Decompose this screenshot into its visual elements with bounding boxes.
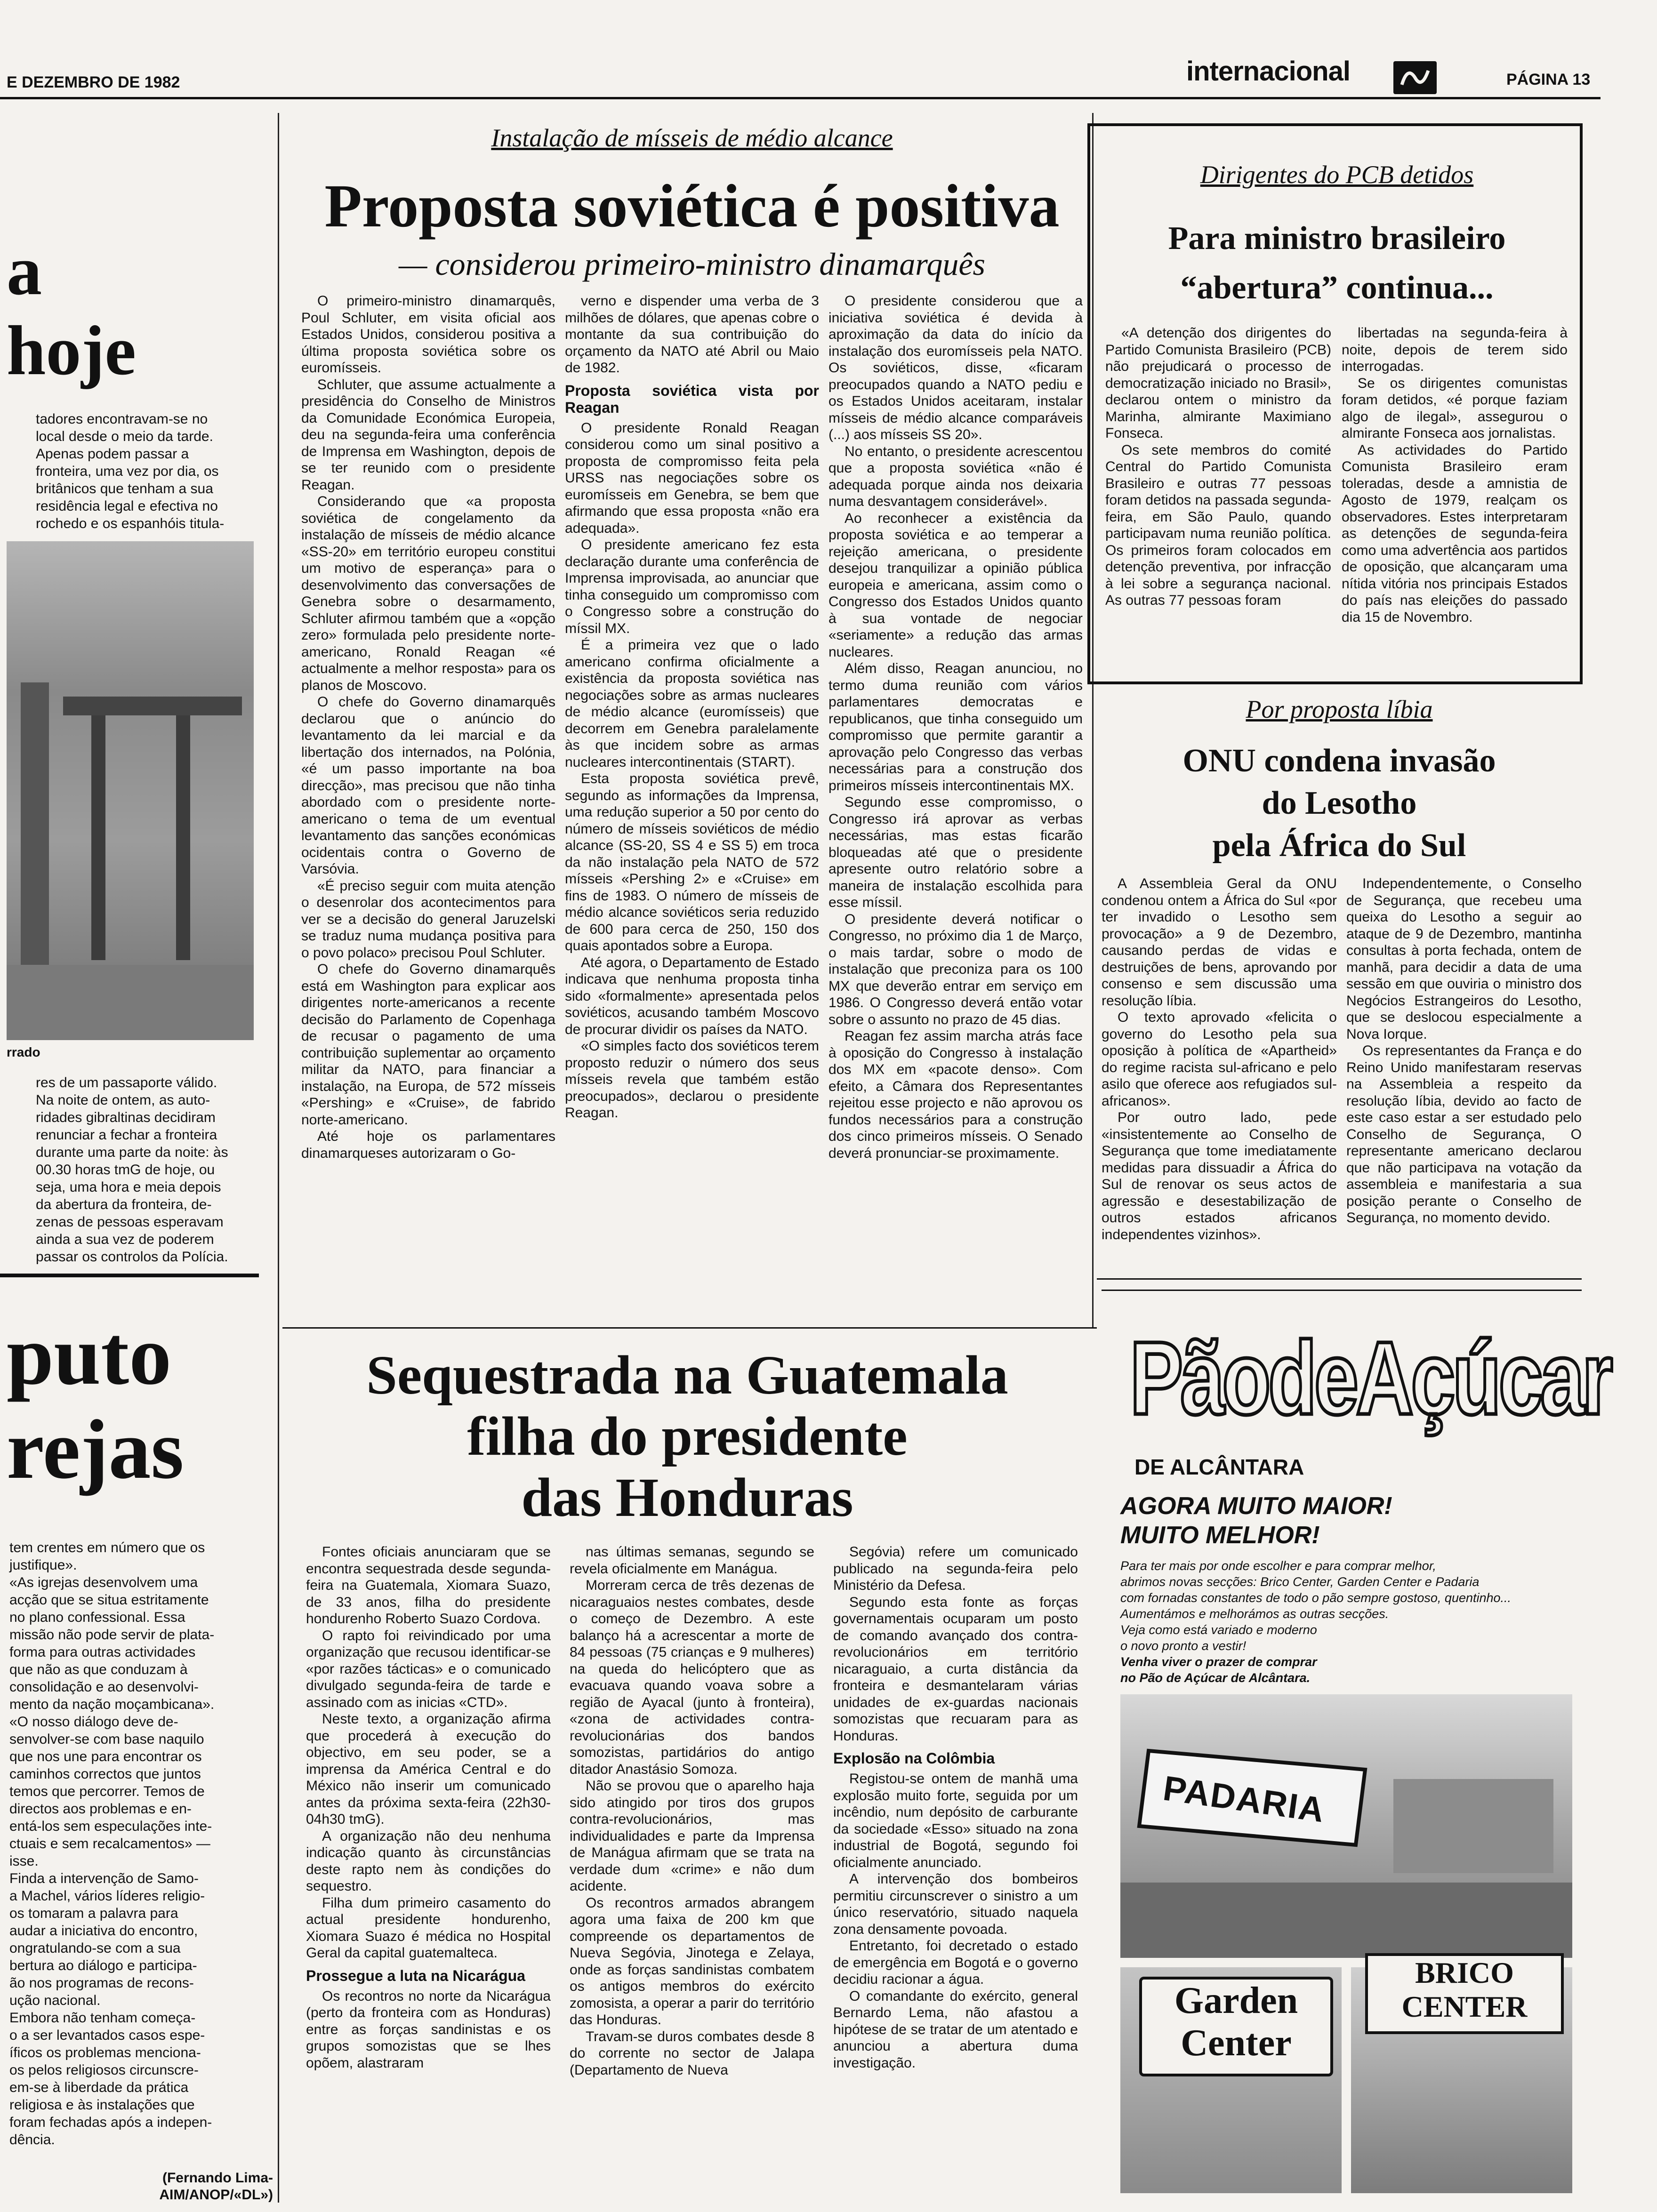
left-headline-1b: hoje [7,312,136,390]
onu-kicker: Por proposta líbia [1246,695,1433,723]
guatemala-col-3: Segóvia) refere um comunicado publicado na segunda-feira pelo Ministério da Defesa. Segundo esta fonte as forças governamentais ocuparam um posto de comando avançado dos contra-revolucionários em território nicaraguaio, a curta distância da fronteira e desmantelaram várias unidades de ex-guardas nacionais somozistas que recuaram para as Honduras. Explosão na Colômbia Registou-se ontem de manhã uma explosão muito forte, seguida por um incêndio, num depósito de carburante da sociedade «Esso» situado na zona industrial de Bogotá, segundo foi oficialmente anunciado. A intervenção dos bombeiros permitiu circunscrever o sinistro a um único reservatório, situado naquela zona densamente povoada. Entretanto, foi decretado o estado de emergência em Bogotá e o governo decidiu racionar a água. O comandante do exército, general Bernardo Lema, não afastou a hipótese de se tratar de um atentado e anunciou a abertura duma investigação. [833,1544,1078,2071]
ad-brico-sign: BRICO CENTER [1365,1953,1564,2034]
column-divider-left [278,113,279,2203]
missiles-kicker: Instalação de mísseis de médio alcance [491,124,893,152]
missiles-col-3: O presidente considerou que a iniciativa soviética é devida à aproximação da data do início da instalação dos euromísseis pela NATO. Os soviéticos, disse, «ficaram preocupados quando a NATO pediu e os Estados Unidos aceitaram, instalar mísseis de médio alcance comparáveis (...) aos mísseis SS 20». No entanto, o presidente acrescentou que a proposta soviética «não é adequada porque ainda nos deixaria numa desvantagem considerável». Ao reconhecer a existência da proposta soviética e ao temperar a rejeição americana, o presidente desejou tranquilizar a opinião pública europeia e americana, assim como o Congresso dos Estados Unidos quanto à sua vontade de negociar «seriamente» a redução das armas nucleares. Além disso, Reagan anunciou, no termo duma reunião com vários parlamentares democratas e republicanos, que tinha conseguido um compromisso que permite garantir a aprovação pelo Congresso das verbas necessárias para a construção dos primeiros mísseis intercontinentais MX. Segundo esse compromisso, o Congresso irá aprovar as verbas necessárias, mas estas ficarão bloqueadas até que o presidente apresente outro relatório sobre a maneira de instalação escolhida para esse míssil. O presidente deverá notificar o Congresso, no próximo dia 1 de Março, o mais tardar, sobre o modo de instalação que preconiza para os 100 MX que deverão entrar em serviço em 1986. O Congresso deverá então votar sobre o assunto no prazo de 45 dias. Reagan fez assim marcha atrás face à oposição do Congresso à instalação dos MX em «pacote denso». Com efeito, a Câmara dos Representantes rejeitou esse projecto e não aprovou os fundos necessários para a construção dos cinco primeiros mísseis. O Senado deverá pronunciar-se proximamente. [828,293,1083,1161]
guatemala-title-1: Sequestrada na Guatemala [366,1344,1008,1406]
left-rule [0,1274,259,1277]
ad-brand-logo: PãodeAçúcar [1130,1320,1610,1437]
missiles-subhead-reagan: Proposta soviética vista por Reagan [565,382,819,416]
pcb-kicker: Dirigentes do PCB detidos [1200,160,1474,189]
missiles-title: Proposta soviética é positiva [324,172,1060,240]
guatemala-col-1: Fontes oficiais anunciaram que se encontra sequestrada desde segunda-feira na Guatemala, Xiomara Suazo, de 33 anos, filha do presidente hondurenho Roberto Suazo Cordova. O rapto foi reivindicado por uma organização que recusou identificar-se «por razões tácticas» e o comunicado divulgado segunda-feira de tarde e assinado com as inicias «CTD». Neste texto, a organização afirma que procederá à execução do objectivo, em seu poder, se a imprensa da América Central e do México não inserir um comunicado antes da próxima sexta-feira (22h30-04h30 tmG). A organização não deu nenhuma indicação quanto às circunstâncias deste rapto nem às condições do sequestro. Filha dum primeiro casamento do actual presidente hondurenho, Xiomara Suazo é médica no Hospital Geral da capital guatemalteca. Prossegue a luta na Nicarágua Os recontros no norte da Nicarágua (perto da fronteira com as Honduras) entre as forças sandinistas e os grupos somozistas que se lhes opõem, alastraram [306,1544,551,2071]
onu-title-1: ONU condena invasão [1182,743,1496,779]
newspaper-logo-icon [1393,61,1437,94]
onu-col-2: Independentemente, o Conselho de Segurança, que recebeu uma queixa do Lesotho a seguir ao ataque de 9 de Dezembro, mantinha consultas à porta fechada, ontem de manhã, para decidir a data de uma sessão em que ouviria o ministro dos Negócios Estrangeiros do Lesotho, que se deslocou especialmente a Nova Iorque. Os representantes da França e do Reino Unido manifestaram reservas na Assembleia a respeito da resolução líbia, devido ao facto de este caso estar a ser estudado pelo Conselho de Segurança, O representante americano declarou que não participava na votação da assembleia e manifestaria a sua posição perante o Conselho de Segurança, no momento devido. [1346,876,1582,1226]
guatemala-title-3: das Honduras [521,1467,853,1528]
ad-garden-sign: Garden Center [1139,1977,1333,2076]
left-headline-2a: puto [7,1308,172,1402]
header-section: internacional [1186,56,1350,87]
guatemala-subhead-colombia: Explosão na Colômbia [833,1750,995,1767]
guatemala-col-2: nas últimas semanas, segundo se revela oficialmente em Manágua. Morreram cerca de três dezenas de nicaraguaios nestes combates, desde o começo de Dezembro. A este balanço há a acrescentar a morte de 84 pessoas (75 crianças e 9 mulheres) na queda do helicóptero que as evacuava quando voava sobre a região de Ayacal (junto à fronteira), «zona de actividades contra-revolucionárias dos bandos somozistas, partidários do antigo ditador Anastásio Somoza. Não se provou que o aparelho haja sido atingido por tiros dos grupos contra-revolucionários, mas individualidades e parte da Imprensa de Manágua afirmam que se trata na verdade dum «crime» e não dum acidente. Os recontros armados abrangem agora uma faixa de 200 km que compreende os departamentos de Nueva Segóvia, Jinotega e Zelaya, onde as forças sandinistas combatem os antigos membros do exército zomosista, a operar a parir do território das Honduras. Travam-se duros combates desde 8 do corrente no sector de Jalapa (Departamento de Nueva [570,1544,814,2078]
header-page: PÁGINA 13 [1506,71,1591,88]
left-story-2-credit: (Fernando Lima- AIM/ANOP/«DL») [159,2170,273,2203]
guatemala-title-2: filha do presidente [467,1405,908,1467]
left-photo-caption: rrado [7,1045,40,1059]
pcb-col-2: libertadas na segunda-feira à noite, depois de terem sido interrogadas. Se os dirigentes comunistas foram detidos, «é porque faziam algo de ilegal», assegurou o almirante Fonseca aos jornalistas. As actividades do Partido Comunista Brasileiro eram toleradas, desde a amnistia de Agosto de 1979, realçam os observadores. Estes interpretaram as detenções de segunda-feira como uma advertência aos partidos de oposição, que alcançaram uma nítida vitória nos principais Estados do país nas eleições do passado dia 15 de Novembro. [1342,325,1568,625]
missiles-subtitle: — considerou primeiro-ministro dinamarquês [398,246,985,282]
missiles-col-2: verno e dispender uma verba de 3 milhões de dólares, que apenas cobre o montante da sua contribuição do orçamento da NATO até Abril ou Maio de 1982. Proposta soviética vista por Reagan O presidente Ronald Reagan considerou como um sinal positivo a proposta de compromisso feita pela URSS nas negociações sobre os euromísseis em Genebra, se bem que afirmando que essa proposta «não era adequada». O presidente americano fez esta declaração durante uma conferência de Imprensa improvisada, ao anunciar que tinha conseguido um compromisso com o Congresso sobre a construção do míssil MX. É a primeira vez que o lado americano confirma oficialmente a existência da proposta soviética nas negociações sobre as armas nucleares de médio alcance (euromísseis) que decorrem em Genebra paralelamente às que incidem sobre as armas nucleares intercontinentais (START). Esta proposta soviética prevê, segundo as informações da Imprensa, uma redução superior a 50 por cento do número de mísseis soviéticos de médio alcance (SS-20, SS 4 e SS 5) em troca da não instalação pela NATO de 572 mísseis «Pershing 2» e «Cruise» em fins de 1983. O número de mísseis de médio alcance soviéticos seria reduzido de 600 para cerca de 250, 150 dos quais apontados sobre a Europa. Até agora, o Departamento de Estado indicava que nenhuma proposta tinha sido «formalmente» apresentada pelos soviéticos, acusando também Moscovo de procurar dividir os países da NATO. «O simples facto dos soviéticos terem proposto reduzir o número dos seus mísseis revela que também estão preocupados», declarou o presidente Reagan. [565,293,819,1121]
header-date: E DEZEMBRO DE 1982 [7,73,180,91]
ad-slogan-1: AGORA MUITO MAIOR! [1120,1492,1392,1520]
pcb-col-1: «A detenção dos dirigentes do Partido Comunista Brasileiro (PCB) não prejudicará o processo de democratização iniciado no Brasil», declarou ontem o ministro da Marinha, almirante Maximiano Fonseca. Os sete membros do comité Central do Partido Comunista Brasileiro e outras 77 pessoas foram detidos na passada segunda-feira, em São Paulo, quando participavam numa reunião política. Os primeiros foram colocados em detenção preventiva, por infracção à lei sobre a segurança nacional. As outras 77 pessoas foram [1105,325,1331,608]
ad-padaria-photo [1120,1694,1572,1958]
ad-brand-sub: DE ALCÂNTARA [1134,1455,1304,1479]
left-story-1b: res de um passaporte válido. Na noite de ontem, as auto- ridades gibraltinas decidiram renunciar a fechar a fronteira durante uma parte da noite: às 00.30 horas tmG de hoje, ou seja, uma hora e meia depois da abertura da fronteira, de- zenas de pessoas esperavam ainda a sua vez de poderem passar os controlos da Polícia. [36,1075,228,1265]
left-photo [7,541,254,1040]
pcb-title-1: Para ministro brasileiro [1168,220,1506,256]
pcb-title-2: “abertura” continua... [1180,270,1494,306]
guatemala-subhead-nicaragua: Prossegue a luta na Nicarágua [306,1967,525,1984]
onu-title-3: pela África do Sul [1212,827,1466,864]
onu-bottom-rule [1097,1278,1582,1280]
ad-padaria-sign: PADARIA [1160,1768,1327,1830]
left-headline-1a: a [7,232,42,310]
left-headline-2b: rejas [7,1403,184,1496]
ad-body: Para ter mais por onde escolher e para comprar melhor, abrimos novas secções: Brico Center, Garden Center e Padaria com fornadas constantes de todo o pão sempre gostoso, quentinho... Aumentámos e melhorámos as outras secções. Veja como está variado e moderno o novo pronto a vestir! Venha viver o prazer de comprar no Pão de Açúcar de Alcântara. [1120,1559,1512,1685]
header-rule [0,97,1601,99]
ad-slogan-2: MUITO MELHOR! [1120,1522,1320,1549]
left-story-1: tadores encontravam-se no local desde o meio da tarde. Apenas podem passar a fronteira, uma vez por dia, os britânicos que tenham a sua residência legal e efectiva no rochedo e os espanhóis titula- [36,411,225,531]
missiles-col-1: O primeiro-ministro dinamarquês, Poul Schluter, em visita oficial aos Estados Unidos, considerou positiva a última proposta soviética sobre os euromísseis. Schluter, que assume actualmente a presidência do Conselho de Ministros da Comunidade Económica Europeia, deu na segunda-feira uma conferência de Imprensa em Washington, depois de se ter reunido com o presidente Reagan. Considerando que «a proposta soviética de congelamento da instalação de mísseis de médio alcance «SS-20» em território europeu constitui um motivo de esperança» para o desenvolvimento das conversações de Genebra sobre o desarmamento, Schluter afirmou também que a «opção zero» formulada pelo presidente norte-americano, Ronald Reagan «é actualmente a melhor resposta» para os planos de Moscovo. O chefe do Governo dinamarquês declarou que o anúncio do levantamento da lei marcial e da libertação dos internados, na Polónia, «é um passo importante na boa direcção», mas precisou que não tinha abordado com o presidente norte-americano o tema de um eventual levantamento das sanções económicas ocidentais contra o Governo de Varsóvia. «É preciso seguir com muita atenção o desenrolar dos acontecimentos para ver se a decisão do general Jaruzelski se traduz numa mudança positiva para o povo polaco» precisou Poul Schluter. O chefe do Governo dinamarquês está em Washington para explicar aos dirigentes norte-americanos a recente decisão do Parlamento de Copenhaga de recusar o pagamento de uma contribuição suplementar ao orçamento militar da NATO, para financiar a instalação, na Europa, de 572 mísseis «Pershing» e «Cruise», de fabrido norte-americano. Até hoje os parlamentares dinamarqueses autorizaram o Go- [301,293,555,1161]
missiles-bottom-rule [282,1327,1097,1329]
onu-col-1: A Assembleia Geral da ONU condenou ontem a África do Sul «por ter invadido o Lesotho sem provocação» a 9 de Dezembro, causando perdas de vidas e destruições de bens, aprovando por consenso e sem discussão uma resolução líbia. O texto aprovado «felicita o governo do Lesotho pela sua oposição à política de «Apartheid» do regime racista sul-africano e pelo asilo que oferece aos refugiados sul-africanos». Por outro lado, pede «insistentemente ao Conselho de Segurança que tome imediatamente medidas para dissuadir a África do Sul de renovar os seus actos de agressão e desestabilização de outros estados africanos independentes vizinhos». [1102,876,1337,1242]
left-story-2: tem crentes em número que os justifique». «As igrejas desenvolvem uma acção que se situa estritamente no plano confessional. Essa missão não pode servir de plata- forma para outras actividades que não as que conduzam à consolidação e ao desenvolvi- mento da nação moçambicana». «O nosso diálogo deve de- senvolver-se com base naquilo que nos une para encontrar os caminhos correctos que juntos temos que percorrer. Temos de directos aos problemas e en- entá-los sem especulações inte- ctuais e sem recalcamentos» — isse. Finda a intervenção de Samo- a Machel, vários líderes religio- os tomaram a palavra para audar a iniciativa do encontro, ongratulando-se com a sua bertura ao diálogo e participa- ão nos programas de recons- ução nacional. Embora não tenham começa- o a ser levantados casos espe- íficos os problemas menciona- os pelos religiosos circunscre- em-se à liberdade da prática religiosa e às instalações que foram fechadas após a indepen- dência. [9,1540,215,2148]
onu-title-2: do Lesotho [1262,785,1417,821]
